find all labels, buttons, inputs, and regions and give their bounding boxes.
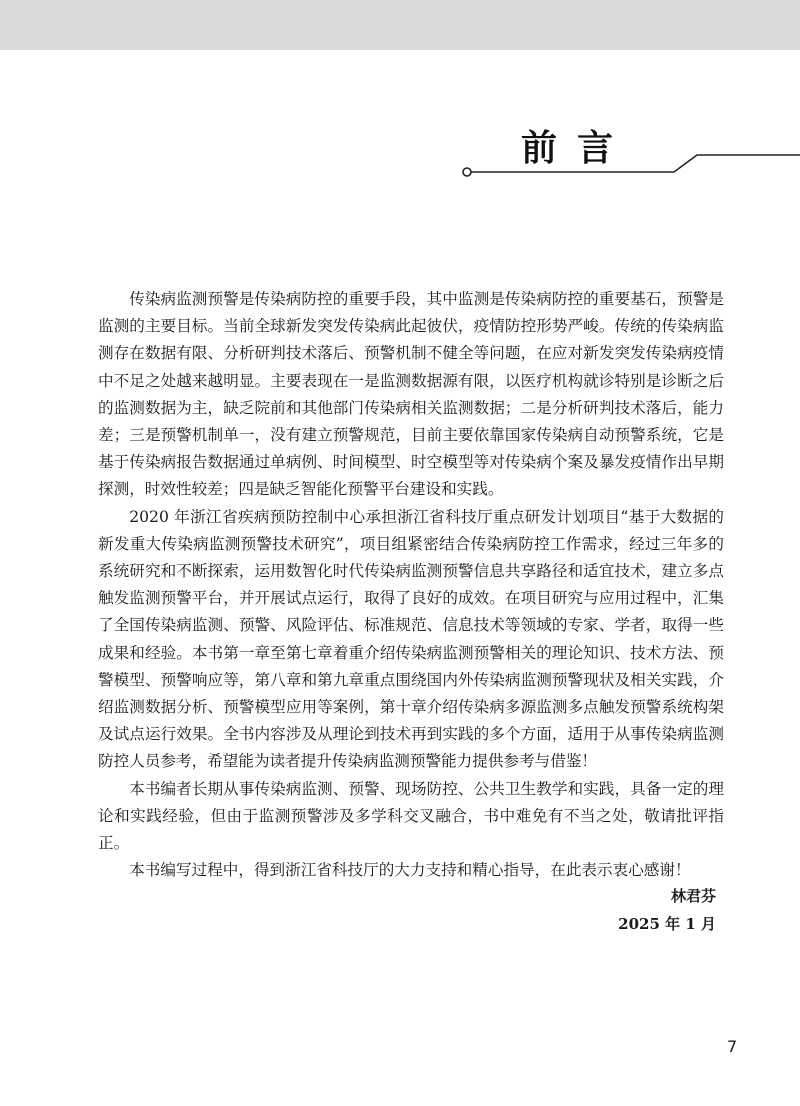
paragraph: 本书编写过程中，得到浙江省科技厅的大力支持和精心指导，在此表示衷心感谢！	[129, 861, 691, 880]
title-ornament-line	[0, 0, 800, 200]
paragraph: 2020 年浙江省疾病预防控制中心承担浙江省科技厅重点研发计划项目“基于大数据的新发重大传染病监测预警技术研究”，项目组紧密结合传染病防控工作需求，经过三年多的系统研究和不断探索，运用数智化时代传染病监测预警信息共享路径和适宜技术，建立多点触发监测预警平台，并开展试点运行，取得了良好的成效。在项目研究与应用过程中，汇集了全国传染病监测、预警、风险评估、标准规范、信息技术等领域的专家、学者，取得一些成果和经验。本书第一章至第七章着重介绍传染病监测预警相关的理论知识、技术方法、预警模型、预警响应等，第八章和第九章重点围绕国内外传染病监测预警现状及相关实践，介绍监测数据分析、预警模型应用等案例，第十章介绍传染病多源监测多点触发预警系统构架及试点运行效果。全书内容涉及从理论到技术再到实践的多个方面，适用于从事传染病监测防控人员参考，希望能为读者提升传染病监测预警能力提供参考与借鉴！	[98, 507, 724, 771]
signature-block	[618, 882, 716, 938]
paragraph: 传染病监测预警是传染病防控的重要手段，其中监测是传染病防控的重要基石，预警是监测的主要目标。当前全球新发突发传染病此起彼伏，疫情防控形势严峻。传统的传染病监测存在数据有限、分析研判技术落后、预警机制不健全等问题，在应对新发突发传染病疫情中不足之处越来越明显。主要表现在一是监测数据源有限，以医疗机构就诊特别是诊断之后的监测数据为主，缺乏院前和其他部门传染病相关监测数据；二是分析研判技术落后，能力差；三是预警机制单一，没有建立预警规范，目前主要依靠国家传染病自动预警系统，它是基于传染病报告数据通过单病例、时间模型、时空模型等对传染病个案及暴发疫情作出早期探测，时效性较差；四是缺乏智能化预警平台建设和实践。	[98, 290, 724, 499]
signature-date: 2025 年 1 月	[618, 915, 716, 933]
ornament-circle-icon	[463, 168, 471, 176]
page-title: 前言	[521, 128, 634, 169]
paragraph: 本书编者长期从事传染病监测、预警、现场防控、公共卫生教学和实践，具备一定的理论和实践经验，但由于监测预警涉及多学科交叉融合，书中难免有不当之处，敬请批评指正。	[98, 779, 724, 853]
author-name: 林君芬	[670, 887, 716, 905]
page-number: 7	[727, 1037, 738, 1056]
preface-body	[98, 286, 724, 884]
